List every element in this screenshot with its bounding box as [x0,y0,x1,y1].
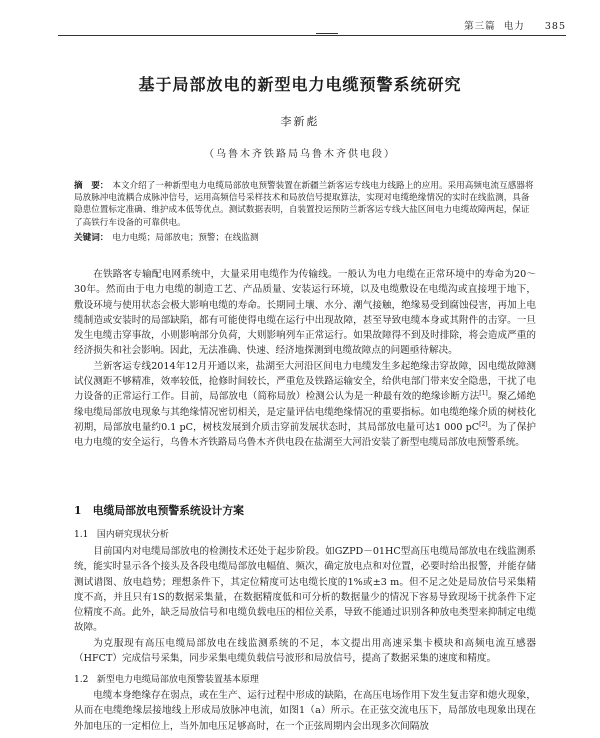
introduction [74,267,536,451]
abstract-text: 本文介绍了一种新型电力电缆局部放电预警装置在新疆兰新客运专线电力线路上的应用。采用高频电流互感器将局放脉冲电流耦合成脉冲信号，运用高频信号采样技术和局放信号提取算法，实现对电缆绝缘情况的实时在线监测，具备隐患位置标定准确、维护成本低等优点。测试数据表明，自装置投运预防兰新客运专线大盐区间电力电缆故障两起，保证了高铁行车设备的可靠供电。 [74,181,534,228]
header-section: 第三篇 [464,21,496,32]
section-title: 电缆局部放电预警系统设计方案 [92,504,244,517]
section-1-1-body [74,544,536,666]
abstract-block [74,180,534,244]
keywords-label: 关键词： [74,232,109,243]
paragraph: 目前国内对电缆局部放电的检测技术还处于起步阶段。如GZPD－01HC型高压电缆局部放电在线监测系统，能实时显示各个接头及各段电缆局部放电幅值、频次，确定放电点和对位置，必要时给出报警，并能存储测试谱图、放电趋势；理想条件下，其定位精度可达电缆长度的1%或±3 m。但不足之处是局放信号采集精度不高，并且只有1S的数据采集量，在数据精度低和可分析的数据量少的情况下容易导致现场干扰条件下定位精度不高。此外，缺乏局放信号和电缆负载电压的相位关系，导致不能通过识别各种放电类型来抑制定电缆故障。 [74,546,536,634]
article-title: 基于局部放电的新型电力电缆预警系统研究 [138,75,462,94]
section-1-2-heading [74,672,259,685]
keywords-text: 电力电缆；局部放电；预警；在线监测 [112,232,259,243]
header-dash [316,33,338,34]
running-head [464,18,566,32]
citation-marker: [1] [479,390,488,398]
section-1-1-heading [74,527,169,540]
abstract-label: 摘 要： [74,181,109,191]
intro-paragraph-2: 兰新客运专线2014年12月开通以来，盐湖至大河沿区间电力电缆发生多起绝缘击穿故障，因电缆故障测试仪测距不够精准，效率较低，抢修时间较长，严重危及铁路运输安全，给供电部门带来安全隐患，干扰了电力设备的正常运行工作。目前，局部放电（简称局放）检测公认为是一种最有效的绝缘诊断方法[1]。聚乙烯绝缘电缆局部放电现象与其绝缘情况密切相关，是定量评估电缆绝缘情况的重要指标。如电缆绝缘介质的树枝化初期，局部放电量约0.1 pC，树枝发展到介质击穿前发展状态时，其局部放电量可达1 000 pC[2]。为了保护电力电缆的安全运行，乌鲁木齐铁路局乌鲁木齐供电段在盐湖至大河沿安装了新型电缆局部放电预警系统。 [74,360,537,449]
section-1-heading [74,503,244,518]
author: 李新彪 [280,115,320,128]
citation-marker: [2] [479,420,488,428]
paragraph: 为克服现有高压电缆局部放电在线监测系统的不足，本文提出用高速采集卡模块和高频电流互感器（HFCT）完成信号采集，同步采集电缆负载信号波形和局放信号，提高了数据采集的速度和精度。 [74,637,536,665]
header-rule [58,35,566,36]
subsection-title: 新型电力电缆局部放电预警装置基本原理 [96,675,259,685]
header-category: 电力 [503,21,525,32]
keywords [74,232,534,244]
subsection-number: 1.1 [74,530,89,540]
affiliation: （乌鲁木齐铁路局乌鲁木齐供电段） [204,149,396,160]
abstract [74,180,534,229]
paragraph: 电缆本身绝缘存在弱点，或在生产、运行过程中形成的缺陷，在高压电场作用下发生复击穿和熄火现象，从而在电缆绝缘层接地线上形成局放脉冲电流，如图1（a）所示。在正弦交流电压下，局部放电现象出现在外加电压的一定相位上，当外加电压足够高时，在一个正弦周期内会出现多次间隔放 [74,690,536,732]
subsection-title: 国内研究现状分析 [96,530,169,540]
page-number: 385 [544,21,566,32]
section-1-2-body [74,688,536,734]
subsection-number: 1.2 [74,675,89,685]
page-header [0,18,600,38]
intro-paragraph-1: 在铁路客专输配电网系统中，大量采用电缆作为传输线。一般认为电力电缆在正常环境中的寿命为20～30年。然而由于电力电缆的制造工艺、产品质量、安装运行环境，以及电缆敷设在电缆沟或直接埋于地下，敷设环境与使用状态会极大影响电缆的寿命。长期同土壤、水分、潮气接触，绝缘易受到腐蚀侵害，再加上电缆制造或安装时的局部缺陷，都有可能使得电缆在运行中出现故障，甚至导致电缆本身或其附件的击穿。一旦发生电缆击穿事故，小则影响部分负荷，大则影响列车正常运行。如果故障得不到及时排除，将会造成严重的经济损失和社会影响。因此，无法准确、快速、经济地探测到电缆故障点的问题亟待解决。 [74,269,536,357]
section-number: 1 [74,504,82,517]
